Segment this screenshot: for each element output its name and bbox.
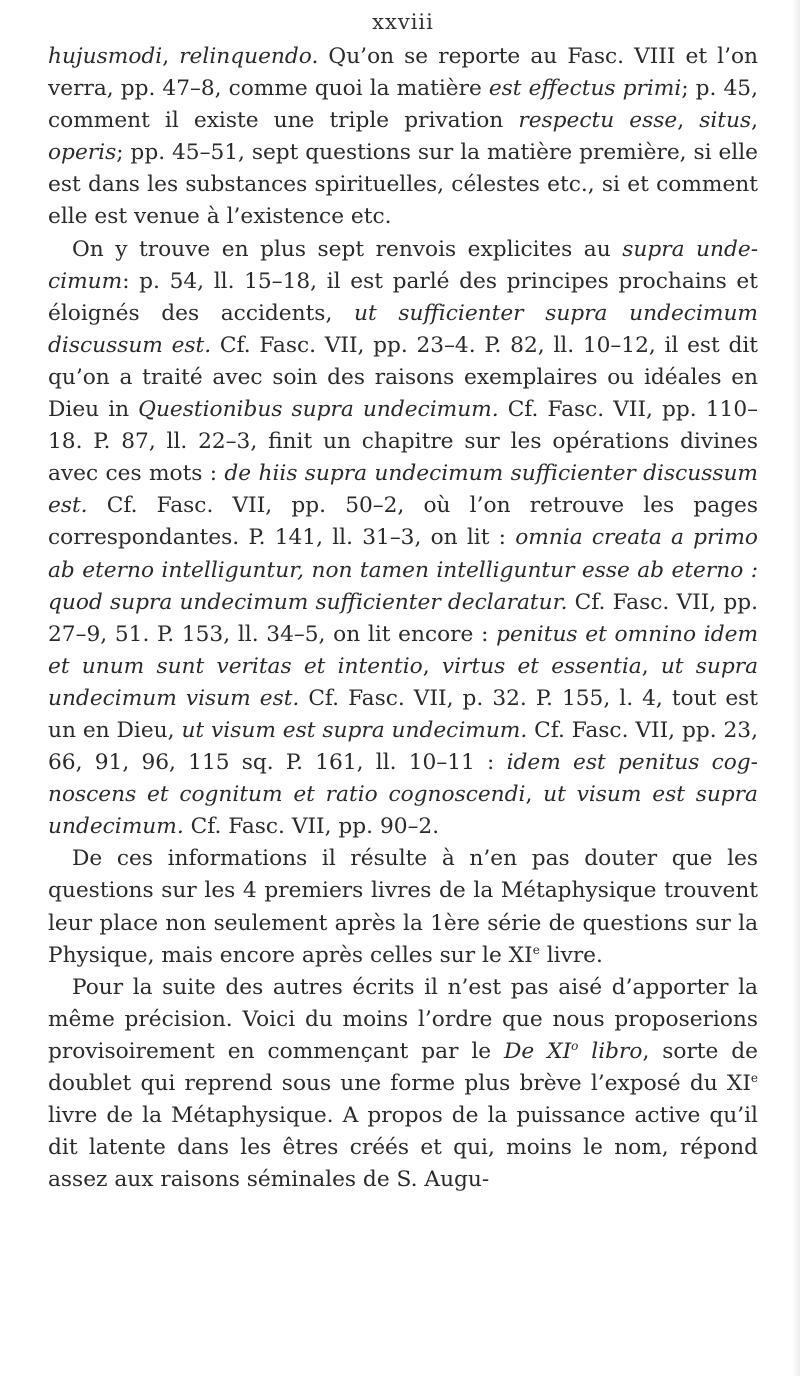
italic-text-run: relinquendo. — [179, 44, 319, 69]
italic-text-run: ut sufficienter supra undecimum discussum est. — [48, 300, 758, 358]
italic-text-run: ut visum est supra undecimum. — [181, 717, 528, 743]
text-run: Pour la suite des autres écrits il n’est pas aisé d’apporter la même précision. Voici du moins l’ordre que nous proposerions provisoirement en commençant par le — [48, 974, 758, 1064]
italic-text-run: ut supra undecimum visum est. — [48, 653, 759, 711]
text-run: livre. — [539, 942, 603, 968]
body-text — [48, 41, 758, 1196]
text-run: Cf. Fasc. VII, pp. 90–2. — [183, 814, 440, 840]
italic-text-run: hujusmodi — [48, 44, 163, 69]
text-run: , sorte de doublet qui reprend sous une forme plus brève l’exposé du XI — [48, 1038, 758, 1096]
superscript: e — [750, 1071, 758, 1085]
italic-text-run: operis — [48, 140, 117, 166]
text-run: , — [677, 108, 700, 134]
page-number: xxviii — [372, 10, 434, 34]
text-run: , — [162, 44, 180, 69]
text-run: ; pp. 45–51, sept questions sur la matière première, si elle est dans les substances spirituelles, célestes etc., si et comment elle est venue à l’existence etc. — [48, 140, 758, 230]
text-run: : p. 54, ll. 15–18, il est parlé des principes prochains et éloignés des accidents, — [48, 268, 758, 326]
text-run: Cf. Fasc. VII, p. 32. P. 155, l. 4, tout est un en Dieu, — [48, 685, 758, 743]
italic-text-run: ut visum est supra undecimum. — [48, 782, 758, 840]
superscript: e — [532, 942, 540, 957]
italic-text-run: libro — [578, 1038, 643, 1064]
page-edge-shadow — [792, 0, 800, 1376]
italic-text-run: idem est penitus cognoscens et cognitum et ratio cognoscendi — [48, 750, 758, 808]
text-run: Qu’on se reporte au Fasc. VIII et l’on verra, pp. 47–8, comme quoi la matière — [48, 44, 758, 102]
text-run: On y trouve en plus sept renvois explicites au — [72, 236, 623, 262]
text-run: Cf. Fasc. VII, pp. 110–18. P. 87, ll. 22–3, finit un chapitre sur les opérations divines avec ces mots : — [48, 397, 758, 487]
paragraph-p3 — [48, 843, 758, 971]
paragraph-p1 — [48, 41, 758, 234]
text-run: Cf. Fasc. VII, pp. 23, 66, 91, 96, 115 sq. P. 161, ll. 10–11 : — [48, 717, 758, 776]
text-run: , — [525, 782, 544, 808]
italic-text-run: est effectus primi — [488, 76, 682, 102]
italic-text-run: Questionibus supra undecimum. — [138, 397, 499, 423]
text-run: Cf. Fasc. VII, pp. 50–2, où l’on retrouve les pages correspondantes. P. 141, ll. 31–3, on lit : — [48, 493, 758, 551]
italic-text-run: penitus et omnino idem et unum sunt veritas et intentio — [48, 621, 759, 679]
text-run: ; p. 45, comment il existe une triple privation — [48, 76, 758, 134]
text-run: Cf. Fasc. VII, pp. 23–4. P. 82, ll. 10–12, il est dit qu’on a traité avec soin des raisons exemplaires ou idéales en Dieu in — [48, 332, 758, 423]
text-run: livre de la Métaphysique. A propos de la puissance active qu’il dit latente dans les êtres créés et qui, moins le nom, répond assez aux raisons séminales de S. Augu- — [48, 1103, 758, 1193]
text-run: De ces informations il résulte à n’en pas douter que les questions sur les 4 premiers livres de la Métaphysique trouvent leur place non seulement après la 1ère série de questions sur la Physique, mais encore après celles sur le XI — [48, 846, 758, 968]
italic-text-run: supra undecimum — [48, 236, 759, 294]
italic-text-run: respectu esse — [518, 108, 678, 134]
italic-text-run: virtus et essentia — [441, 653, 642, 679]
text-run: Cf. Fasc. VII, pp. 27–9, 51. P. 153, ll. 34–5, on lit encore : — [48, 589, 759, 647]
paragraph-p2 — [48, 234, 758, 844]
italic-text-run: omnia creata a primo ab eterno intelliguntur, non tamen intelliguntur esse ab eterno : quod supra undecimum sufficienter declaratur. — [48, 525, 758, 615]
italic-text-run: De XI — [504, 1038, 572, 1064]
superscript: o — [571, 1038, 579, 1053]
italic-text-run: situs — [699, 108, 752, 134]
text-run: , — [641, 653, 661, 679]
text-run: , — [422, 653, 442, 679]
italic-text-run: de hiis supra undecimum sufficienter discussum est. — [48, 461, 758, 519]
text-run: , — [751, 108, 758, 134]
paragraph-p4 — [48, 972, 758, 1197]
document-page — [48, 0, 758, 1196]
